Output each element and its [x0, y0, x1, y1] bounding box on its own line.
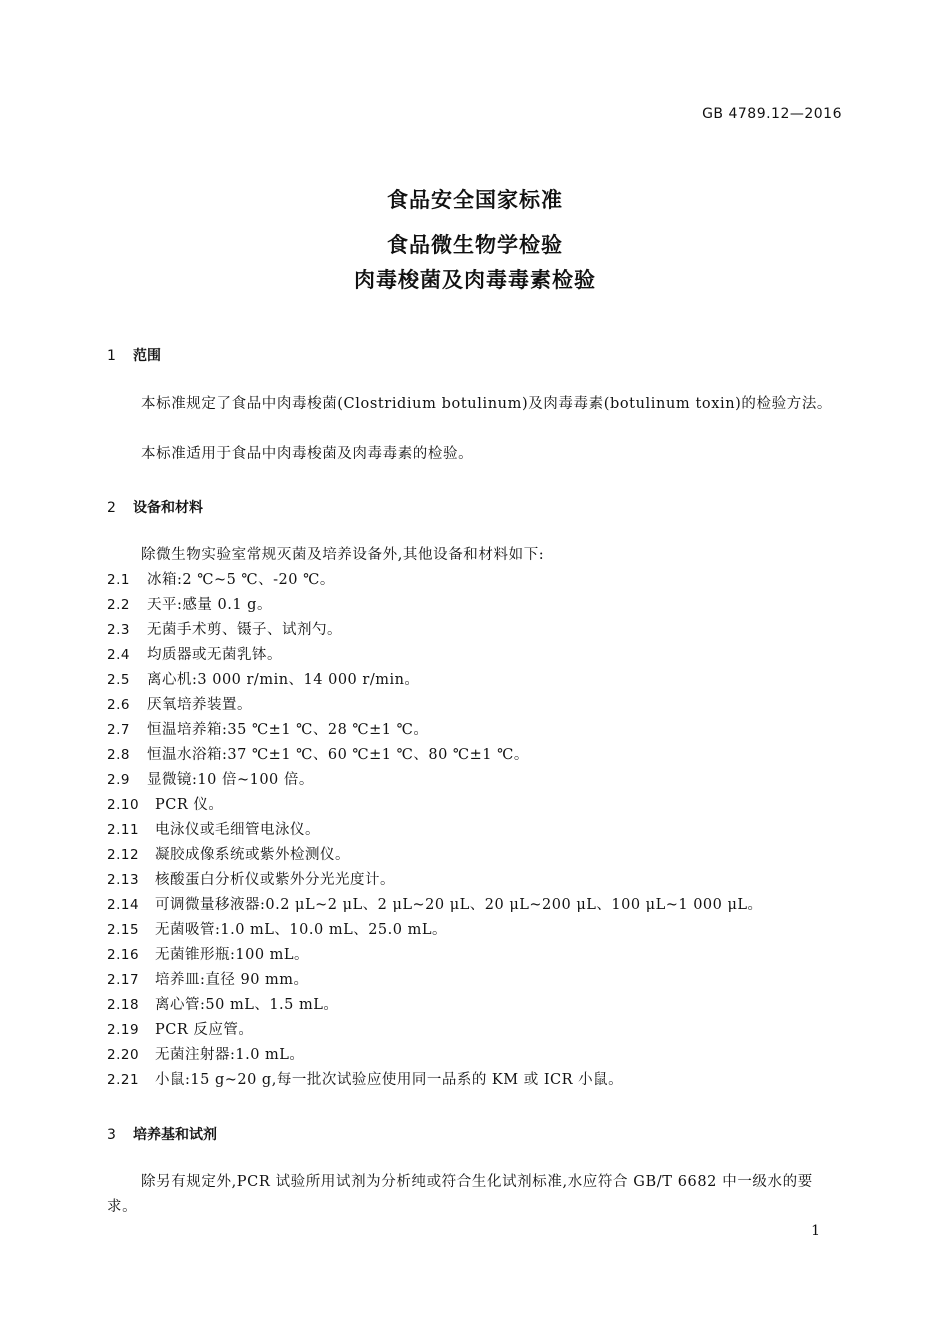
item-number: 2.18 — [107, 997, 140, 1013]
subtitle-1: 食品微生物学检验 — [387, 233, 563, 257]
list-item — [107, 1043, 304, 1068]
item-number: 2.1 — [107, 572, 130, 588]
list-item — [107, 618, 342, 643]
list-item — [107, 943, 309, 968]
item-text: 无菌吸管:1.0 mL、10.0 mL、25.0 mL。 — [155, 922, 447, 938]
item-text: 显微镜:10 倍~100 倍。 — [147, 772, 314, 788]
item-number: 2.10 — [107, 797, 140, 813]
paragraph-text: 除另有规定外,PCR 试验所用试剂为分析纯或符合生化试剂标准,水应符合 GB/T 6682 中一级水的要求。 — [107, 1174, 813, 1215]
item-number: 2.19 — [107, 1022, 140, 1038]
item-number: 2.15 — [107, 922, 140, 938]
item-text: PCR 反应管。 — [155, 1022, 254, 1038]
item-text: 离心管:50 mL、1.5 mL。 — [155, 997, 339, 1013]
section-1-paragraph-2 — [107, 442, 843, 467]
list-item — [107, 993, 338, 1018]
section-2-intro — [107, 543, 843, 568]
paragraph-text: 本标准适用于食品中肉毒梭菌及肉毒毒素的检验。 — [141, 446, 474, 462]
item-text: 厌氧培养装置。 — [147, 697, 252, 713]
item-number: 2.7 — [107, 722, 130, 738]
list-item — [107, 893, 763, 918]
list-item — [107, 718, 428, 743]
list-item — [107, 818, 320, 843]
item-text: 核酸蛋白分析仪或紫外分光光度计。 — [155, 872, 395, 888]
list-item — [107, 843, 350, 868]
paragraph-text: 本标准规定了食品中肉毒梭菌(Clostridium botulinum)及肉毒毒素(botulinum toxin)的检验方法。 — [141, 396, 833, 412]
section-title: 培养基和试剂 — [133, 1127, 217, 1143]
list-item — [107, 768, 314, 793]
item-number: 2.21 — [107, 1072, 140, 1088]
item-text: 小鼠:15 g~20 g,每一批次试验应使用同一品系的 KM 或 ICR 小鼠。 — [155, 1072, 624, 1088]
item-number: 2.14 — [107, 897, 140, 913]
item-number: 2.12 — [107, 847, 140, 863]
item-number: 2.20 — [107, 1047, 140, 1063]
list-item — [107, 868, 395, 893]
item-text: 均质器或无菌乳钵。 — [147, 647, 282, 663]
section-title: 范围 — [133, 348, 161, 364]
section-number: 1 — [107, 348, 116, 364]
list-item — [107, 918, 447, 943]
list-item — [107, 1018, 253, 1043]
section-title: 设备和材料 — [133, 500, 203, 516]
item-number: 2.2 — [107, 597, 130, 613]
item-text: 恒温培养箱:35 ℃±1 ℃、28 ℃±1 ℃。 — [147, 722, 429, 738]
item-text: 天平:感量 0.1 g。 — [147, 597, 272, 613]
list-item — [107, 1068, 623, 1093]
section-3-heading — [107, 1124, 217, 1144]
item-text: 冰箱:2 ℃~5 ℃、-20 ℃。 — [147, 572, 335, 588]
list-item — [107, 643, 282, 668]
list-item — [107, 593, 272, 618]
item-number: 2.6 — [107, 697, 130, 713]
item-text: 无菌锥形瓶:100 mL。 — [155, 947, 310, 963]
standard-code: GB 4789.12—2016 — [702, 106, 842, 122]
paragraph-text: 除微生物实验室常规灭菌及培养设备外,其他设备和材料如下: — [141, 547, 545, 563]
list-item — [107, 568, 335, 593]
item-number: 2.16 — [107, 947, 140, 963]
section-number: 3 — [107, 1127, 116, 1143]
item-text: 无菌手术剪、镊子、试剂勺。 — [147, 622, 342, 638]
section-3-paragraph-1 — [107, 1170, 843, 1220]
item-text: PCR 仪。 — [155, 797, 224, 813]
item-number: 2.9 — [107, 772, 130, 788]
item-text: 培养皿:直径 90 mm。 — [155, 972, 309, 988]
item-number: 2.17 — [107, 972, 140, 988]
list-item — [107, 793, 223, 818]
list-item — [107, 668, 419, 693]
item-text: 可调微量移液器:0.2 μL~2 μL、2 μL~20 μL、20 μL~200 μL、100 μL~1 000 μL。 — [155, 897, 763, 913]
section-number: 2 — [107, 500, 116, 516]
item-text: 无菌注射器:1.0 mL。 — [155, 1047, 305, 1063]
list-item — [107, 968, 309, 993]
section-1-heading — [107, 345, 161, 365]
main-title: 食品安全国家标准 — [387, 188, 563, 212]
item-number: 2.3 — [107, 622, 130, 638]
list-item — [107, 743, 529, 768]
item-number: 2.5 — [107, 672, 130, 688]
page-number: 1 — [811, 1223, 820, 1239]
item-number: 2.11 — [107, 822, 140, 838]
section-2-heading — [107, 497, 203, 517]
section-1-paragraph-1 — [107, 392, 843, 417]
item-text: 电泳仪或毛细管电泳仪。 — [155, 822, 320, 838]
item-number: 2.8 — [107, 747, 130, 763]
list-item — [107, 693, 252, 718]
item-number: 2.4 — [107, 647, 130, 663]
item-text: 离心机:3 000 r/min、14 000 r/min。 — [147, 672, 420, 688]
item-text: 恒温水浴箱:37 ℃±1 ℃、60 ℃±1 ℃、80 ℃±1 ℃。 — [147, 747, 529, 763]
item-text: 凝胶成像系统或紫外检测仪。 — [155, 847, 350, 863]
item-number: 2.13 — [107, 872, 140, 888]
subtitle-2: 肉毒梭菌及肉毒毒素检验 — [354, 268, 596, 292]
